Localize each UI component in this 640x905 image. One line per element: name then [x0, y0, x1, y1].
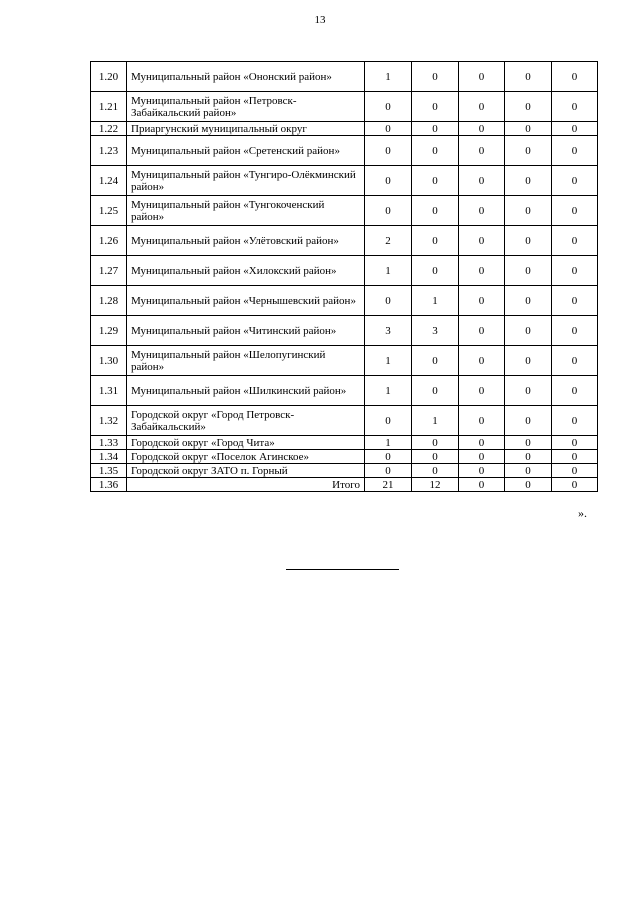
row-number: 1.25: [91, 196, 127, 226]
row-value-col-2: 0: [412, 196, 459, 226]
row-value-col-5: 0: [552, 256, 598, 286]
row-municipality-name: Городской округ «Город Петровск-Забайкальский»: [127, 406, 365, 436]
row-value-col-5: 0: [552, 226, 598, 256]
row-value-col-4: 0: [505, 256, 552, 286]
row-value-col-5: 0: [552, 346, 598, 376]
total-row-number: 1.36: [91, 478, 127, 492]
end-rule-line: [286, 569, 399, 570]
row-value-col-5: 0: [552, 166, 598, 196]
row-municipality-name: Муниципальный район «Шилкинский район»: [127, 376, 365, 406]
row-value-col-2: 0: [412, 92, 459, 122]
row-value-col-2: 3: [412, 316, 459, 346]
table-row: [91, 436, 598, 450]
row-number: 1.24: [91, 166, 127, 196]
row-value-col-1: 2: [365, 226, 412, 256]
row-municipality-name: Приаргунский муниципальный округ: [127, 122, 365, 136]
table-row: [91, 196, 598, 226]
total-value-col-4: 0: [505, 478, 552, 492]
data-table: [90, 61, 598, 492]
row-value-col-3: 0: [459, 286, 505, 316]
row-number: 1.23: [91, 136, 127, 166]
row-value-col-1: 0: [365, 136, 412, 166]
row-value-col-1: 0: [365, 464, 412, 478]
row-value-col-5: 0: [552, 436, 598, 450]
table-row: [91, 376, 598, 406]
row-value-col-5: 0: [552, 62, 598, 92]
row-municipality-name: Городской округ ЗАТО п. Горный: [127, 464, 365, 478]
row-value-col-1: 1: [365, 256, 412, 286]
row-value-col-3: 0: [459, 256, 505, 286]
row-municipality-name: Муниципальный район «Читинский район»: [127, 316, 365, 346]
total-label: Итого: [127, 478, 365, 492]
row-value-col-1: 1: [365, 346, 412, 376]
table-row: [91, 286, 598, 316]
row-municipality-name: Муниципальный район «Шелопугинский район»: [127, 346, 365, 376]
row-value-col-3: 0: [459, 464, 505, 478]
row-value-col-4: 0: [505, 450, 552, 464]
row-municipality-name: Муниципальный район «Сретенский район»: [127, 136, 365, 166]
row-value-col-4: 0: [505, 316, 552, 346]
row-number: 1.27: [91, 256, 127, 286]
row-value-col-3: 0: [459, 136, 505, 166]
row-value-col-2: 0: [412, 436, 459, 450]
row-number: 1.22: [91, 122, 127, 136]
row-value-col-4: 0: [505, 62, 552, 92]
row-value-col-3: 0: [459, 376, 505, 406]
row-municipality-name: Муниципальный район «Хилокский район»: [127, 256, 365, 286]
row-value-col-5: 0: [552, 286, 598, 316]
row-value-col-2: 0: [412, 450, 459, 464]
row-value-col-3: 0: [459, 316, 505, 346]
row-value-col-4: 0: [505, 196, 552, 226]
row-number: 1.26: [91, 226, 127, 256]
row-value-col-3: 0: [459, 196, 505, 226]
table-row: [91, 166, 598, 196]
page-number: 13: [314, 14, 326, 26]
row-value-col-5: 0: [552, 464, 598, 478]
row-value-col-2: 0: [412, 346, 459, 376]
row-number: 1.28: [91, 286, 127, 316]
row-number: 1.32: [91, 406, 127, 436]
table-row: [91, 92, 598, 122]
row-value-col-4: 0: [505, 166, 552, 196]
row-value-col-4: 0: [505, 122, 552, 136]
row-municipality-name: Муниципальный район «Улётовский район»: [127, 226, 365, 256]
total-value-col-3: 0: [459, 478, 505, 492]
row-value-col-2: 0: [412, 376, 459, 406]
row-value-col-4: 0: [505, 136, 552, 166]
row-value-col-5: 0: [552, 376, 598, 406]
row-value-col-3: 0: [459, 346, 505, 376]
row-municipality-name: Муниципальный район «Петровск-Забайкальский район»: [127, 92, 365, 122]
closing-quote-mark: ».: [578, 506, 587, 520]
row-value-col-3: 0: [459, 406, 505, 436]
table-row: [91, 464, 598, 478]
row-value-col-3: 0: [459, 450, 505, 464]
row-value-col-1: 1: [365, 436, 412, 450]
row-value-col-2: 0: [412, 166, 459, 196]
row-value-col-4: 0: [505, 406, 552, 436]
row-value-col-4: 0: [505, 376, 552, 406]
row-value-col-1: 0: [365, 406, 412, 436]
row-value-col-2: 0: [412, 226, 459, 256]
row-value-col-5: 0: [552, 196, 598, 226]
row-value-col-1: 0: [365, 166, 412, 196]
row-value-col-2: 0: [412, 122, 459, 136]
row-value-col-3: 0: [459, 92, 505, 122]
row-value-col-2: 1: [412, 286, 459, 316]
row-value-col-4: 0: [505, 464, 552, 478]
row-municipality-name: Муниципальный район «Чернышевский район»: [127, 286, 365, 316]
row-value-col-3: 0: [459, 166, 505, 196]
row-value-col-1: 1: [365, 376, 412, 406]
row-number: 1.33: [91, 436, 127, 450]
row-value-col-1: 0: [365, 286, 412, 316]
row-number: 1.21: [91, 92, 127, 122]
table-row: [91, 346, 598, 376]
row-value-col-3: 0: [459, 122, 505, 136]
row-value-col-2: 0: [412, 62, 459, 92]
row-value-col-3: 0: [459, 226, 505, 256]
row-number: 1.31: [91, 376, 127, 406]
total-value-col-2: 12: [412, 478, 459, 492]
row-municipality-name: Городской округ «Поселок Агинское»: [127, 450, 365, 464]
row-municipality-name: Муниципальный район «Тунгокоченский район»: [127, 196, 365, 226]
row-value-col-1: 0: [365, 450, 412, 464]
row-value-col-4: 0: [505, 346, 552, 376]
row-value-col-2: 0: [412, 136, 459, 166]
row-value-col-1: 0: [365, 122, 412, 136]
table-row: [91, 450, 598, 464]
row-value-col-4: 0: [505, 226, 552, 256]
table-row: [91, 226, 598, 256]
row-number: 1.20: [91, 62, 127, 92]
table-row: [91, 256, 598, 286]
total-row: [91, 478, 598, 492]
row-value-col-5: 0: [552, 406, 598, 436]
row-value-col-2: 1: [412, 406, 459, 436]
table-row: [91, 406, 598, 436]
total-value-col-5: 0: [552, 478, 598, 492]
row-value-col-5: 0: [552, 122, 598, 136]
row-value-col-1: 0: [365, 196, 412, 226]
row-value-col-4: 0: [505, 286, 552, 316]
row-value-col-5: 0: [552, 316, 598, 346]
row-value-col-5: 0: [552, 92, 598, 122]
row-value-col-4: 0: [505, 92, 552, 122]
row-value-col-2: 0: [412, 464, 459, 478]
table-row: [91, 122, 598, 136]
row-value-col-1: 3: [365, 316, 412, 346]
row-number: 1.30: [91, 346, 127, 376]
row-number: 1.35: [91, 464, 127, 478]
row-value-col-1: 0: [365, 92, 412, 122]
row-municipality-name: Муниципальный район «Ононский район»: [127, 62, 365, 92]
table-row: [91, 136, 598, 166]
row-municipality-name: Городской округ «Город Чита»: [127, 436, 365, 450]
row-number: 1.29: [91, 316, 127, 346]
row-value-col-3: 0: [459, 436, 505, 450]
table-row: [91, 316, 598, 346]
row-number: 1.34: [91, 450, 127, 464]
row-municipality-name: Муниципальный район «Тунгиро-Олёкминский район»: [127, 166, 365, 196]
row-value-col-3: 0: [459, 62, 505, 92]
row-value-col-5: 0: [552, 136, 598, 166]
row-value-col-5: 0: [552, 450, 598, 464]
table-body: [91, 62, 598, 492]
row-value-col-4: 0: [505, 436, 552, 450]
table-row: [91, 62, 598, 92]
total-value-col-1: 21: [365, 478, 412, 492]
row-value-col-1: 1: [365, 62, 412, 92]
row-value-col-2: 0: [412, 256, 459, 286]
